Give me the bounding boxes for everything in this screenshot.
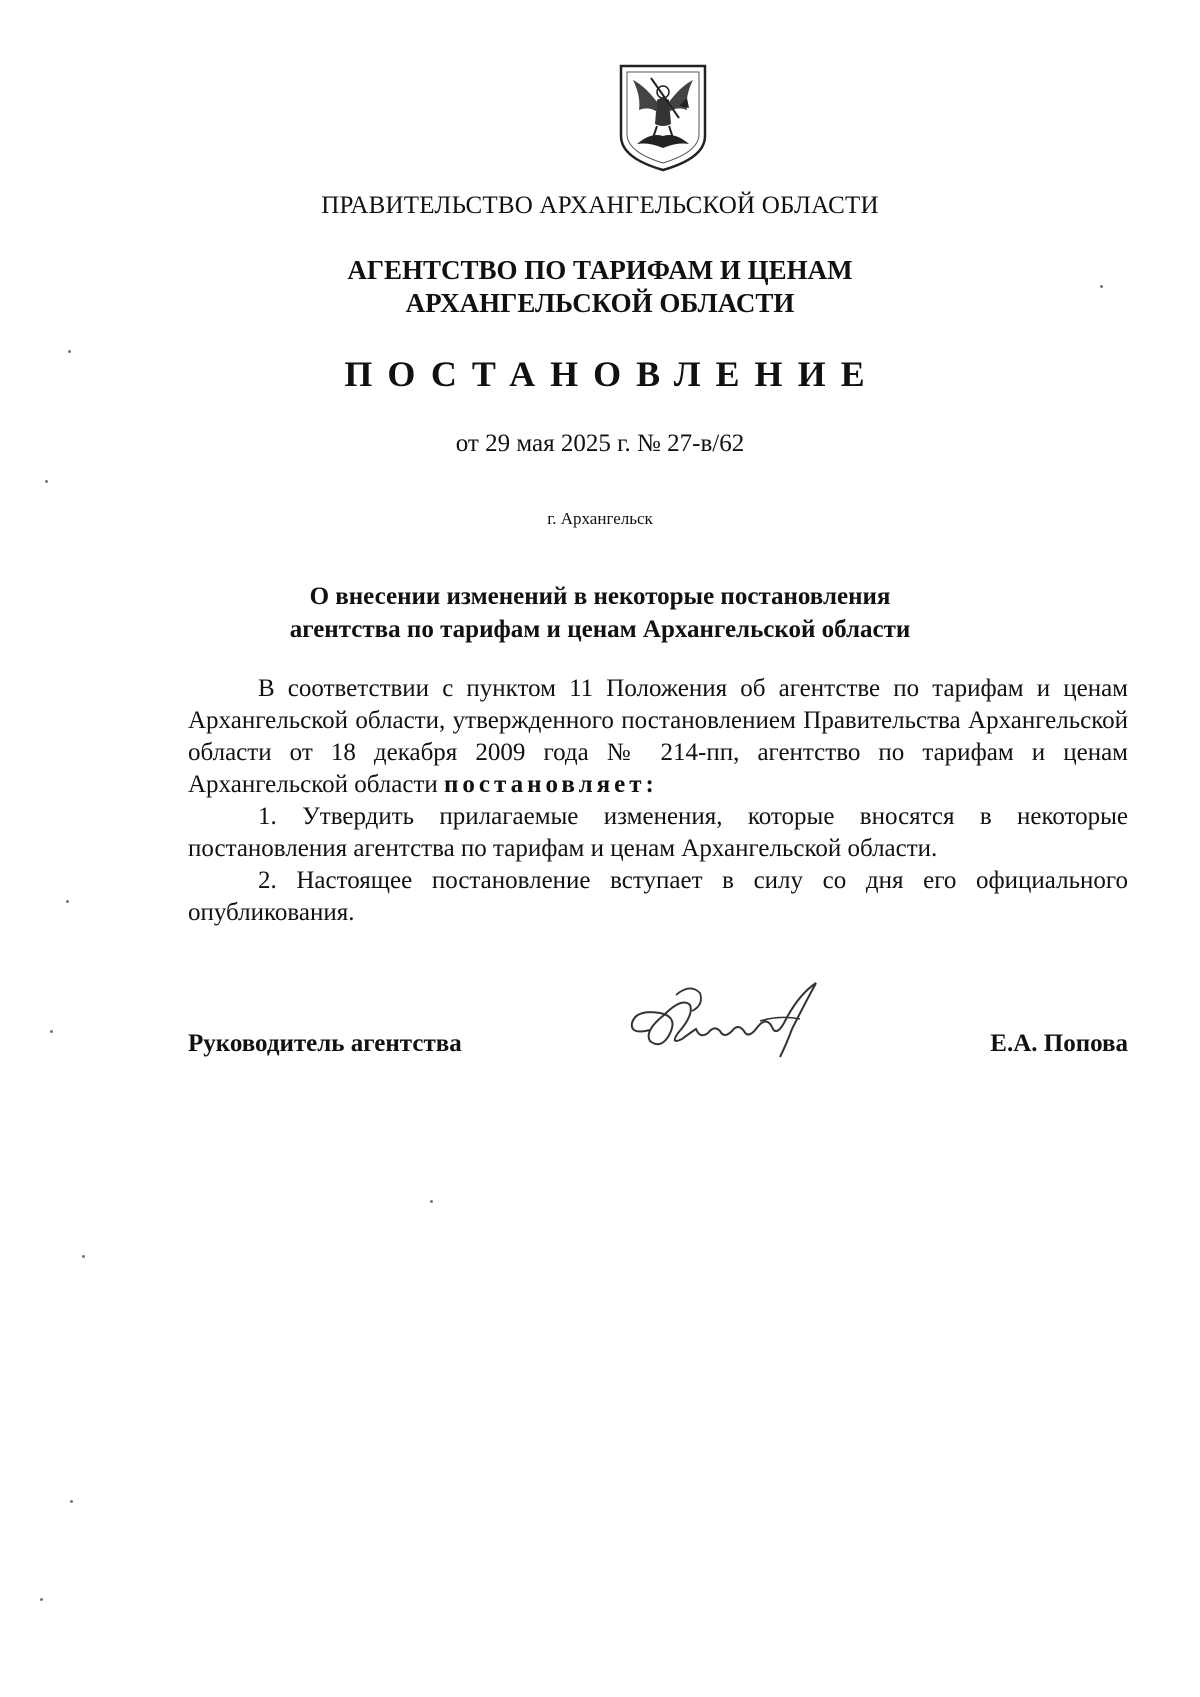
signatory-position: Руководитель агентства [188, 1030, 462, 1057]
signature-block [188, 1030, 1128, 1070]
scan-speck [40, 1598, 43, 1601]
government-title: ПРАВИТЕЛЬСТВО АРХАНГЕЛЬСКОЙ ОБЛАСТИ [321, 192, 879, 219]
subject-line-1: О внесении изменений в некоторые постановления [309, 583, 891, 610]
subject-line-2: агентства по тарифам и ценам Архангельской области [289, 616, 911, 643]
agency-title-line-2: АРХАНГЕЛЬСКОЙ ОБЛАСТИ [405, 288, 795, 318]
body-item-2: 2. Настоящее постановление вступает в силу со дня его официального опубликования. [188, 867, 1128, 926]
agency-title-line-1: АГЕНТСТВО ПО ТАРИФАМ И ЦЕНАМ [347, 255, 853, 285]
agency-title [0, 254, 1200, 320]
document-type: ПОСТАНОВЛЕНИЕ [344, 354, 880, 394]
body-item-1: 1. Утвердить прилагаемые изменения, которые вносятся в некоторые постановления агентства по тарифам и ценам Архангельской области. [188, 803, 1128, 862]
scan-speck [45, 480, 48, 483]
document-subject [0, 580, 1200, 646]
scan-speck [70, 1500, 73, 1503]
scan-speck [430, 1200, 433, 1203]
scan-speck [68, 350, 71, 353]
signatory-name: Е.А. Попова [990, 1030, 1128, 1057]
coat-of-arms-icon [617, 62, 709, 174]
document-body [188, 673, 1128, 929]
decree-word: постановляет: [444, 771, 658, 798]
document-city: г. Архангельск [547, 509, 653, 528]
scan-speck [82, 1255, 85, 1258]
document-date-number: от 29 мая 2025 г. № 27-в/62 [455, 430, 745, 457]
scan-speck [1100, 285, 1103, 288]
preamble-text: В соответствии с пунктом 11 Положения об агентстве по тарифам и ценам Архангельской области, утвержденного постановлением Правительства Архангельской области от 18 декабря 2009 года № 214-пп, агентство по тарифам и ценам Архангельской области [188, 675, 1128, 798]
scan-speck [50, 1030, 53, 1033]
scan-speck [66, 900, 69, 903]
body-paragraph-1 [188, 673, 1128, 801]
